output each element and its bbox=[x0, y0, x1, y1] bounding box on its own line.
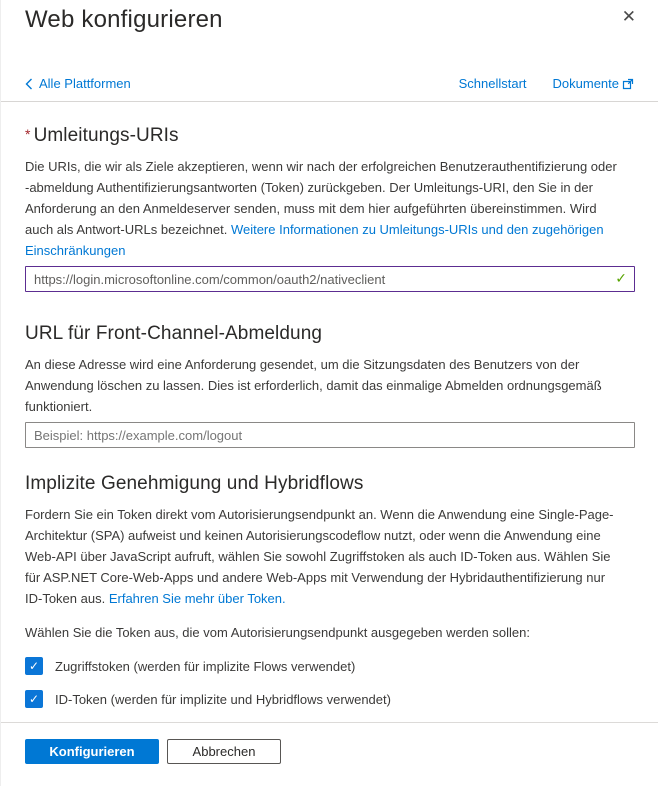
cancel-button[interactable]: Abbrechen bbox=[167, 739, 281, 764]
documents-link[interactable] bbox=[553, 76, 634, 91]
id-token-checkbox-label: ID-Token (werden für implizite und Hybridflows verwendet) bbox=[55, 691, 391, 707]
access-token-checkbox-row[interactable] bbox=[25, 657, 634, 675]
front-channel-logout-description: An diese Adresse wird eine Anforderung gesendet, um die Sitzungsdaten des Benutzers von der Anwendung löschen zu lassen. Dies ist erforderlich, damit das einmalige Abmelden ordnungsgemäß funktioniert. bbox=[25, 357, 602, 414]
section-heading-front-channel-logout: URL für Front-Channel-Abmeldung bbox=[25, 323, 323, 344]
external-link-icon bbox=[622, 78, 634, 90]
implicit-grant-description-text: Fordern Sie ein Token direkt vom Autorisierungsendpunkt an. Wenn die Anwendung eine Single-Page-Architektur (SPA) aufweist und keinen Autorisierungscodeflow nutzt, oder wenn die Anwendung eine Web-API über JavaScript aufruft, wählen Sie sowohl Zugriffstoken als auch ID-Token aus. Wählen Sie für ASP.NET Core-Web-Apps und andere Web-Apps mit Verwendung der Hybridauthentifizierung nur ID-Token aus. bbox=[25, 507, 614, 606]
redirect-uri-input[interactable] bbox=[25, 266, 635, 292]
redirect-uris-info-link[interactable]: Weitere Informationen zu Umleitungs-URIs und den zugehörigen Einschränkungen bbox=[25, 222, 604, 258]
header-divider bbox=[1, 101, 658, 102]
panel-content bbox=[1, 125, 658, 708]
documents-link-label: Dokumente bbox=[552, 76, 619, 91]
header-links bbox=[459, 76, 634, 91]
redirect-uris-description-text: Die URIs, die wir als Ziele akzeptieren, wenn wir nach der erfolgreichen Benutzerauthentifizierung oder -abmeldung Authentifizierungsantworten (Token) zurückgeben. Der Umleitungs-URI, den Sie in der Anforderung an den Anmeldeserver senden, muss mit dem hier aufgeführten übereinstimmen. Wird auch als Antwort-URLs bezeichnet. bbox=[25, 159, 617, 237]
learn-more-tokens-link[interactable]: Erfahren Sie mehr über Token. bbox=[108, 591, 286, 606]
section-heading-implicit-grant: Implizite Genehmigung und Hybridflows bbox=[25, 473, 364, 494]
redirect-uris-description bbox=[25, 156, 621, 261]
id-token-checkbox[interactable]: ✓ bbox=[25, 690, 43, 708]
panel-header bbox=[1, 0, 658, 34]
footer-actions bbox=[1, 723, 658, 764]
logout-url-input[interactable] bbox=[25, 422, 635, 448]
nav-row bbox=[1, 76, 658, 101]
close-icon[interactable]: ✕ bbox=[621, 7, 636, 26]
redirect-uri-input-wrap bbox=[25, 266, 635, 292]
valid-check-icon: ✓ bbox=[615, 270, 627, 286]
implicit-grant-description bbox=[25, 504, 621, 609]
access-token-checkbox[interactable]: ✓ bbox=[25, 657, 43, 675]
required-asterisk: * bbox=[25, 126, 31, 142]
chevron-left-icon bbox=[25, 78, 33, 90]
page-title: Web konfigurieren bbox=[25, 6, 223, 33]
configure-button[interactable]: Konfigurieren bbox=[25, 739, 159, 764]
quickstart-link[interactable]: Schnellstart bbox=[458, 76, 527, 91]
logout-url-input-wrap bbox=[25, 422, 635, 448]
access-token-checkbox-label: Zugriffstoken (werden für implizite Flows verwendet) bbox=[55, 658, 356, 674]
id-token-checkbox-row[interactable] bbox=[25, 690, 634, 708]
back-to-all-platforms-link[interactable] bbox=[25, 76, 131, 91]
back-link-label: Alle Plattformen bbox=[39, 76, 131, 91]
token-select-label: Wählen Sie die Token aus, die vom Autorisierungsendpunkt ausgegeben werden sollen: bbox=[25, 625, 530, 640]
section-heading-redirect-uris bbox=[25, 125, 634, 147]
redirect-uris-title: Umleitungs-URIs bbox=[33, 125, 179, 146]
